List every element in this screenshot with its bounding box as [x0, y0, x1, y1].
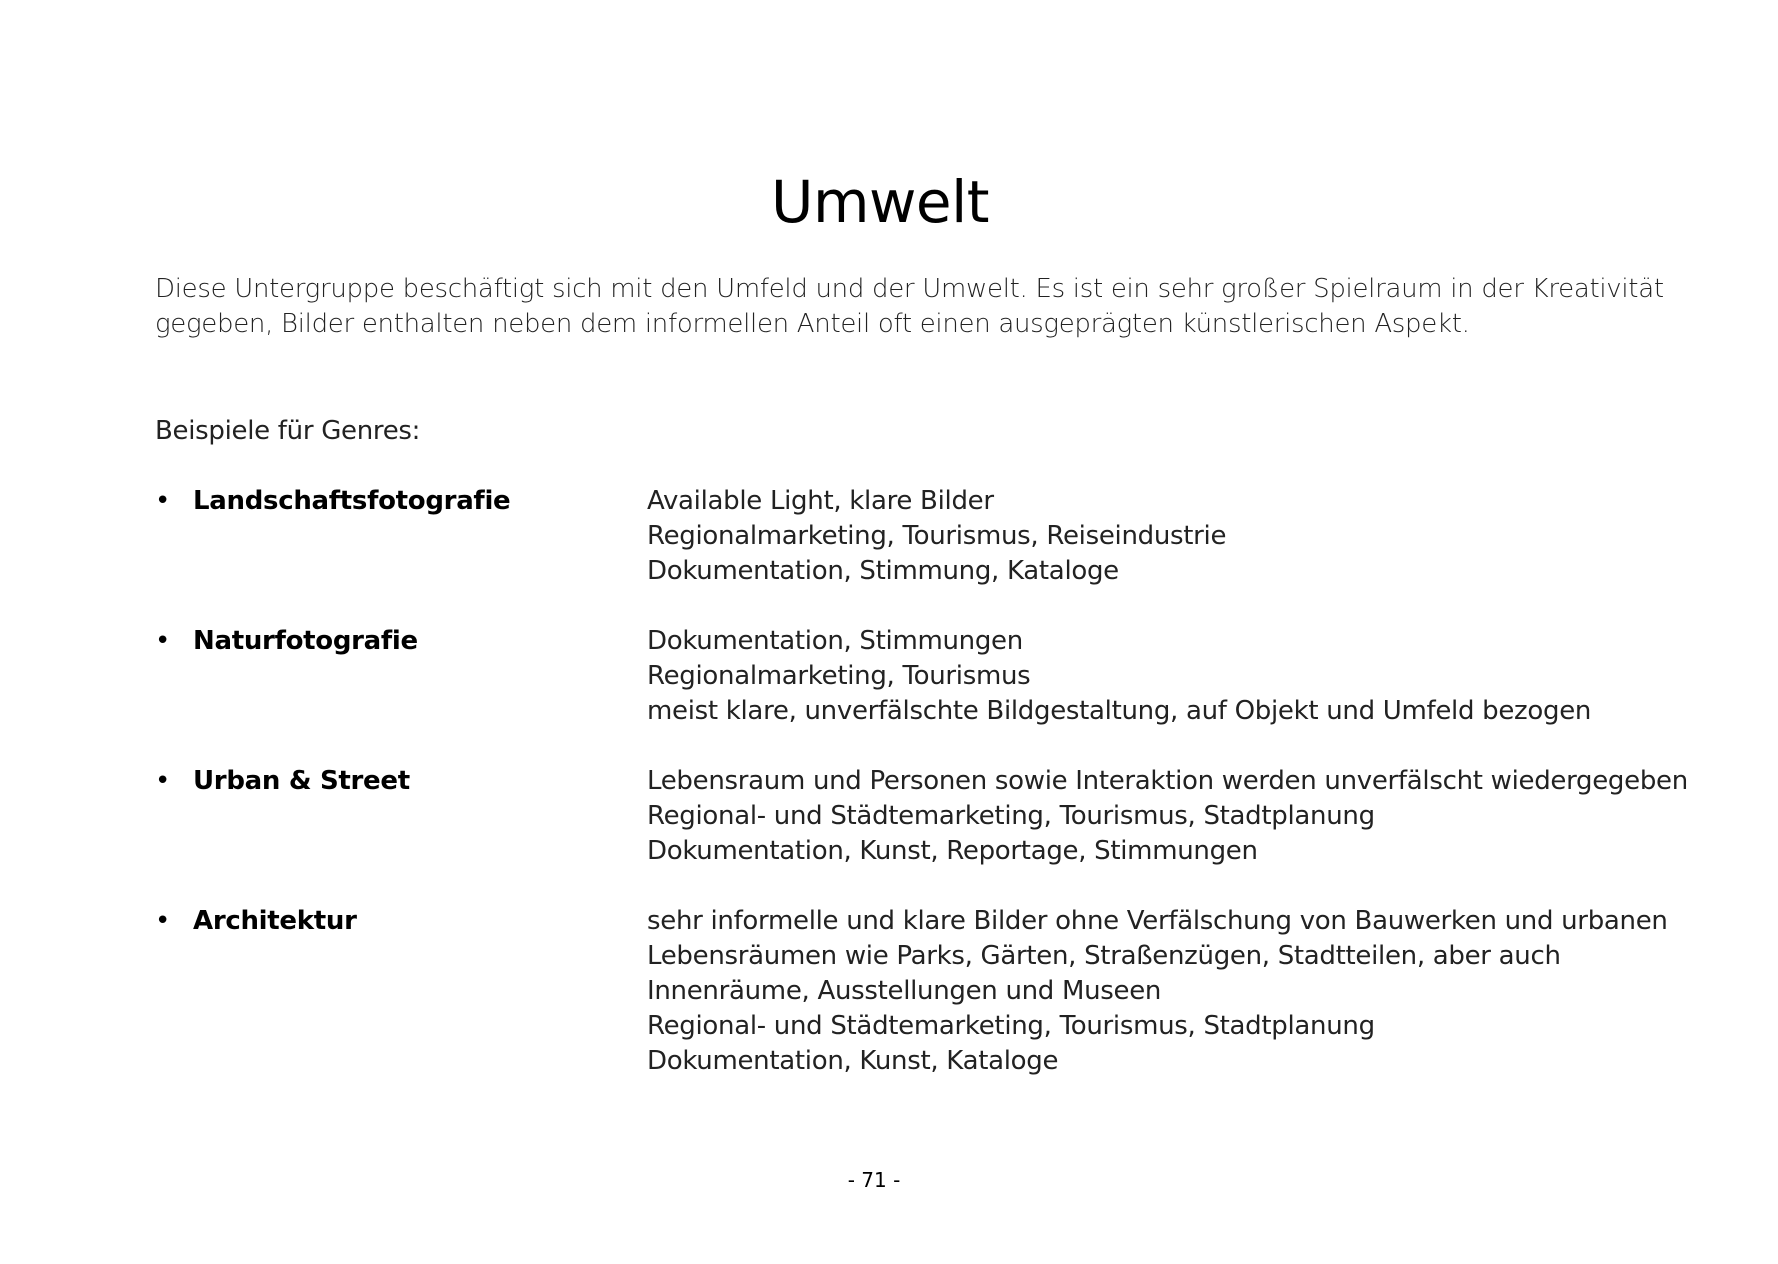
- description-line: Innenräume, Ausstellungen und Museen: [647, 976, 1162, 1006]
- intro-line: gegeben, Bilder enthalten neben dem informellen Anteil oft einen ausgeprägten künstlerischen Aspekt.: [155, 309, 1470, 339]
- genre-name: Architektur: [193, 906, 357, 936]
- genre-list: [155, 484, 1715, 1114]
- description-line: Regional- und Städtemarketing, Tourismus, Stadtplanung: [647, 801, 1375, 831]
- genre-description: [647, 484, 1715, 589]
- description-line: Dokumentation, Stimmungen: [647, 626, 1023, 656]
- genre-item-landschaftsfotografie: [155, 484, 1715, 589]
- bullet: •: [155, 766, 171, 796]
- description-line: Available Light, klare Bilder: [647, 486, 994, 516]
- description-line: Lebensraum und Personen sowie Interaktion werden unverfälscht wiedergegeben: [647, 766, 1688, 796]
- genre-item-urban-street: [155, 764, 1715, 869]
- genre-description: [647, 904, 1715, 1079]
- description-line: Dokumentation, Stimmung, Kataloge: [647, 556, 1119, 586]
- bullet: •: [155, 626, 171, 656]
- bullet: •: [155, 906, 171, 936]
- bullet: •: [155, 486, 171, 516]
- genre-item-architektur: [155, 904, 1715, 1079]
- description-line: Regionalmarketing, Tourismus: [647, 661, 1031, 691]
- genre-name: Urban & Street: [193, 766, 410, 796]
- intro-paragraph: [155, 272, 1715, 342]
- genre-name: Landschaftsfotografie: [193, 486, 511, 516]
- genre-name: Naturfotografie: [193, 626, 418, 656]
- description-line: Regionalmarketing, Tourismus, Reiseindustrie: [647, 521, 1227, 551]
- description-line: Regional- und Städtemarketing, Tourismus, Stadtplanung: [647, 1011, 1375, 1041]
- description-line: Lebensräumen wie Parks, Gärten, Straßenzügen, Stadtteilen, aber auch: [647, 941, 1561, 971]
- genres-label: Beispiele für Genres:: [155, 416, 421, 446]
- genre-description: [647, 624, 1715, 729]
- description-line: Dokumentation, Kunst, Kataloge: [647, 1046, 1059, 1076]
- description-line: sehr informelle und klare Bilder ohne Verfälschung von Bauwerken und urbanen: [647, 906, 1668, 936]
- description-line: Dokumentation, Kunst, Reportage, Stimmungen: [647, 836, 1258, 866]
- intro-line: Diese Untergruppe beschäftigt sich mit den Umfeld und der Umwelt. Es ist ein sehr großer Spielraum in der Kreativität: [155, 274, 1664, 304]
- page-number: - 71 -: [847, 1168, 901, 1192]
- page-title: Umwelt: [771, 168, 989, 236]
- description-line: meist klare, unverfälschte Bildgestaltung, auf Objekt und Umfeld bezogen: [647, 696, 1592, 726]
- genre-item-naturfotografie: [155, 624, 1715, 729]
- genre-description: [647, 764, 1715, 869]
